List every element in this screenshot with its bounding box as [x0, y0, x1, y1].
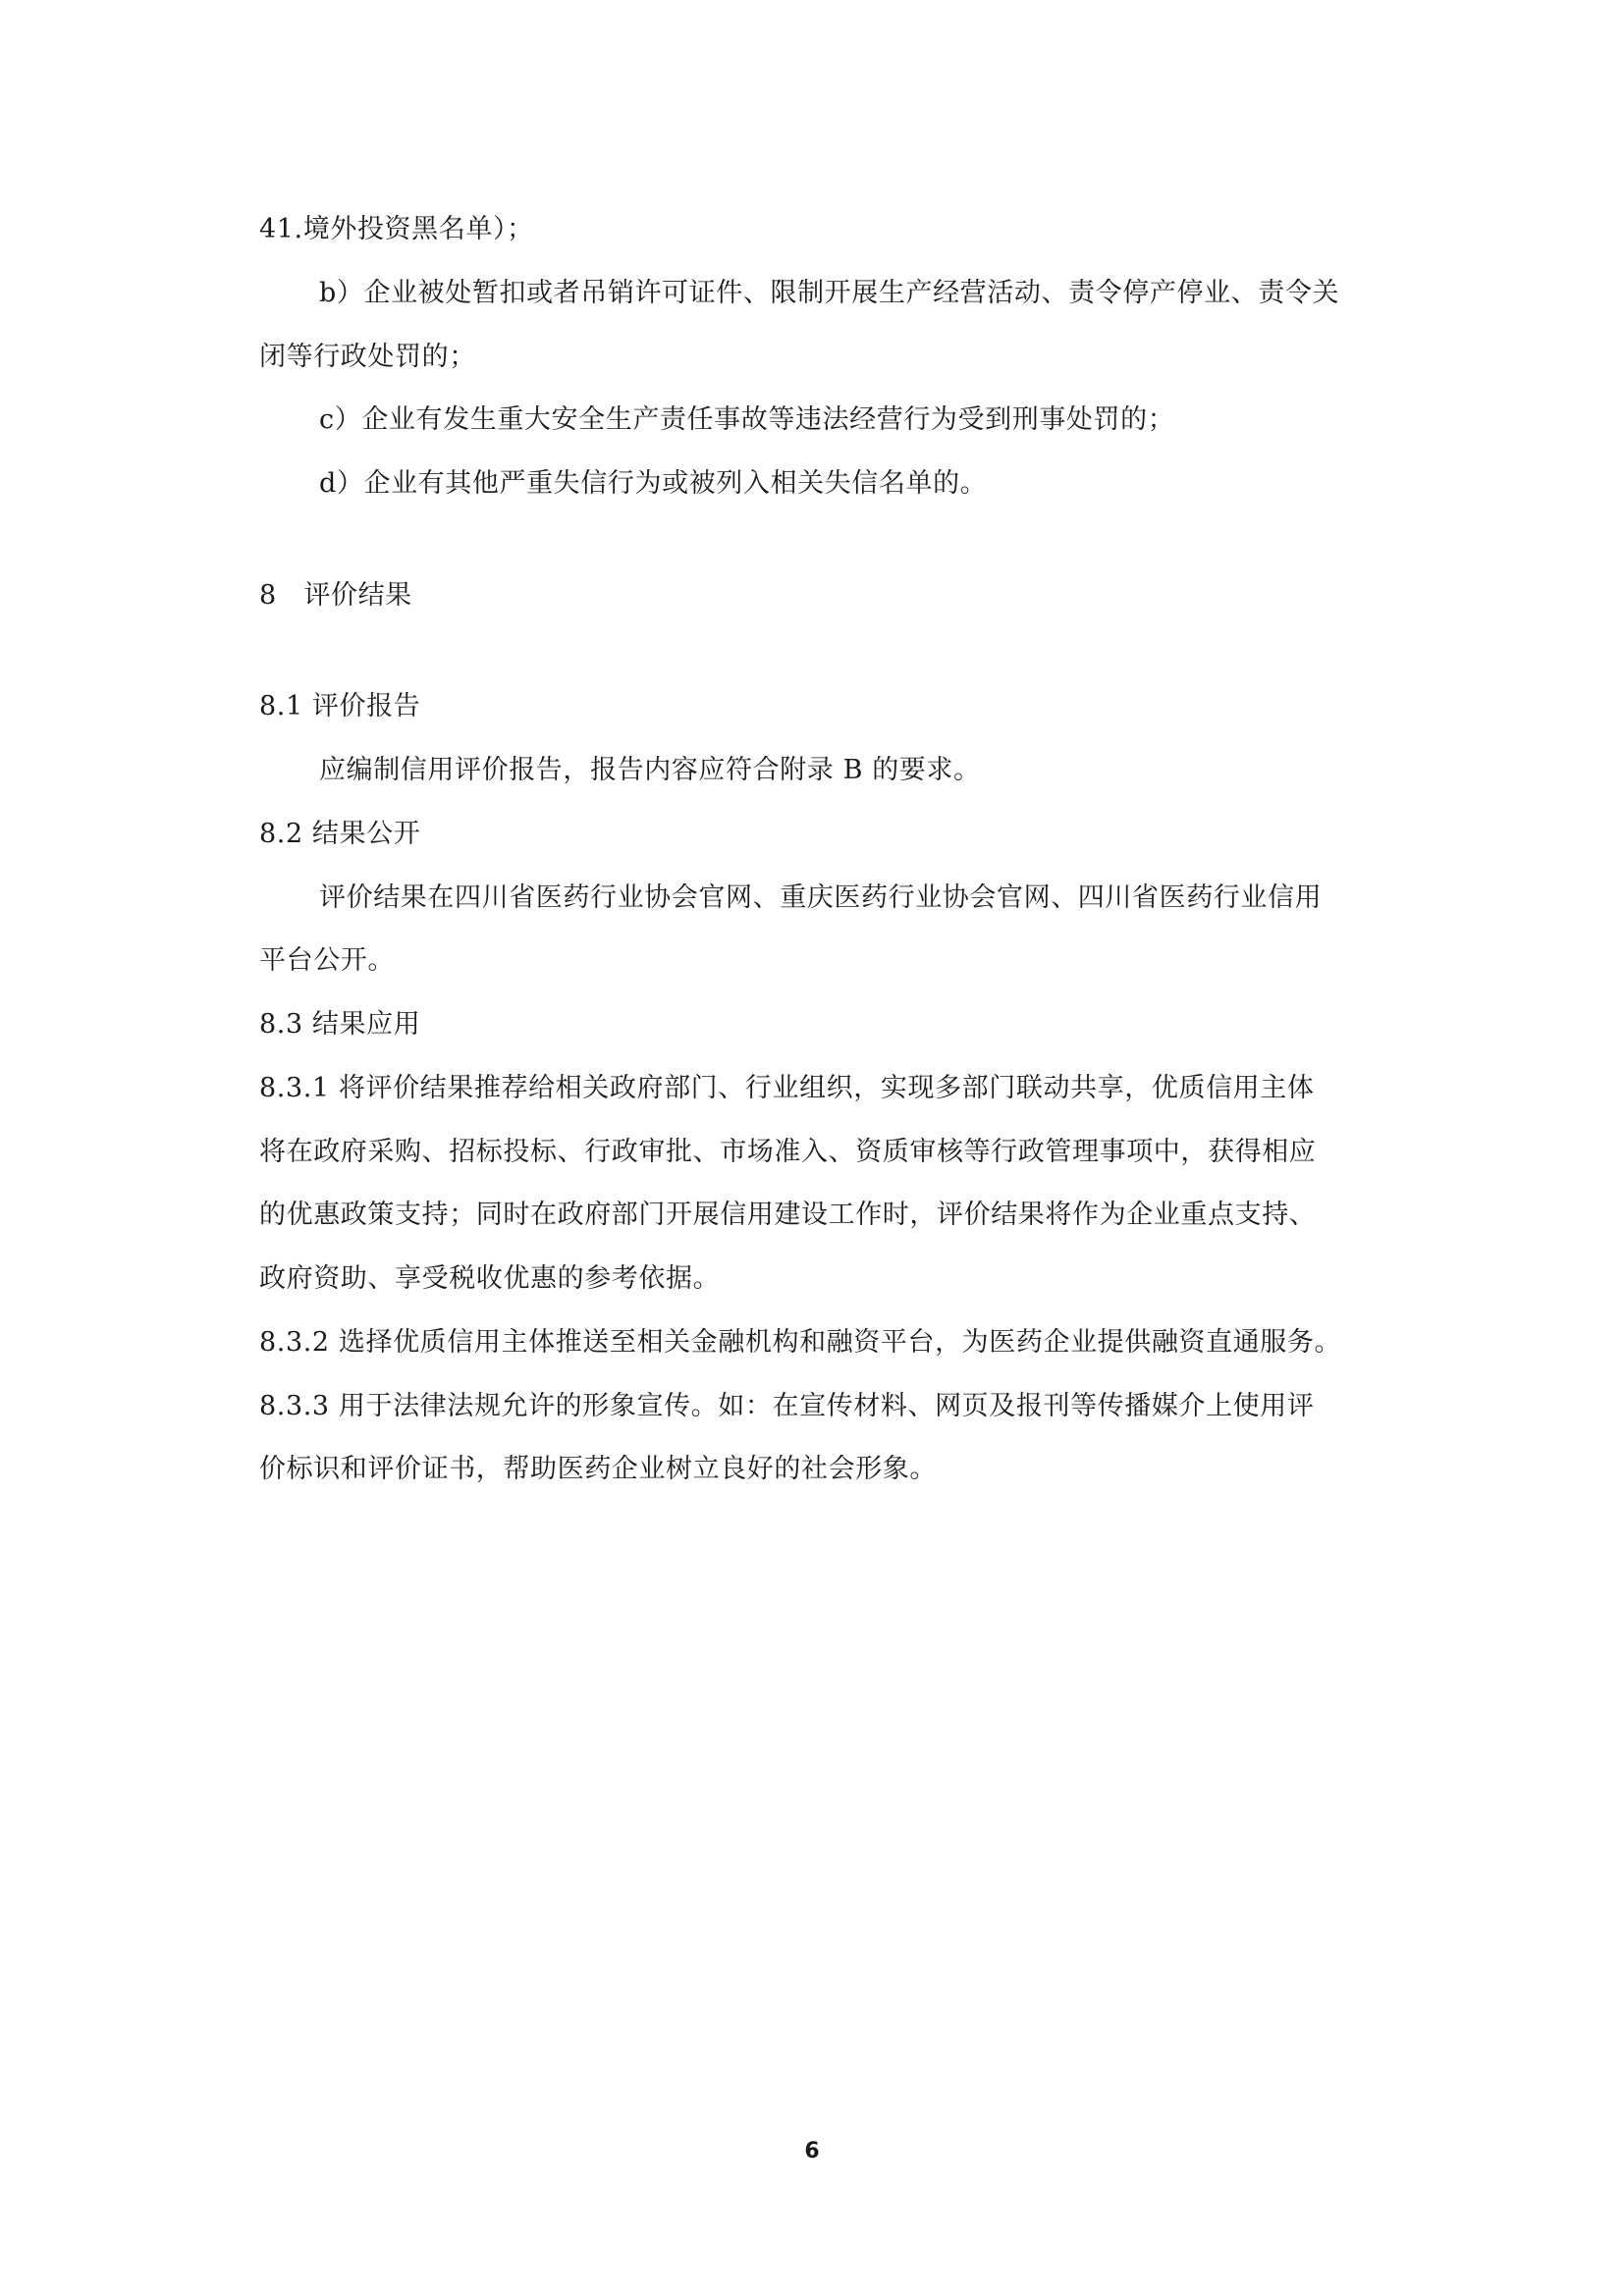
list-item-d: d）企业有其他严重失信行为或被列入相关失信名单的。 — [319, 468, 988, 499]
list-item-c: c）企业有发生重大安全生产责任事故等违法经营行为受到刑事处罚的； — [319, 404, 1175, 435]
clause-8-3-1: 8.3.1 将评价结果推荐给相关政府部门、行业组织，实现多部门联动共享，优质信用主体 — [259, 1073, 1315, 1103]
list-item-b-continuation: 闭等行政处罚的； — [259, 342, 476, 372]
subsection-heading-8-1: 8.1 评价报告 — [259, 691, 421, 721]
clause-8-3-1-line-3: 的优惠政策支持；同时在政府部门开展信用建设工作时，评价结果将作为企业重点支持、 — [259, 1200, 1317, 1230]
subsection-heading-8-3: 8.3 结果应用 — [259, 1009, 421, 1040]
section-heading-8: 8 评价结果 — [259, 580, 412, 611]
subsection-heading-8-2: 8.2 结果公开 — [259, 819, 421, 849]
clause-8-3-3: 8.3.3 用于法律法规允许的形象宣传。如：在宣传材料、网页及报刊等传播媒介上使用评 — [259, 1391, 1315, 1421]
list-item-continuation: 41.境外投资黑名单）； — [259, 214, 534, 244]
clause-8-3-3-line-2: 价标识和评价证书，帮助医药企业树立良好的社会形象。 — [259, 1454, 937, 1484]
clause-8-3-1-line-2: 将在政府采购、招标投标、行政审批、市场准入、资质审核等行政管理事项中，获得相应 — [259, 1137, 1317, 1167]
paragraph-8-2: 评价结果在四川省医药行业协会官网、重庆医药行业协会官网、四川省医药行业信用 — [319, 882, 1323, 913]
paragraph-8-1: 应编制信用评价报告，报告内容应符合附录 B 的要求。 — [319, 755, 981, 785]
clause-8-3-2: 8.3.2 选择优质信用主体推送至相关金融机构和融资平台，为医药企业提供融资直通服务。 — [259, 1327, 1342, 1358]
list-item-b: b）企业被处暂扣或者吊销许可证件、限制开展生产经营活动、责令停产停业、责令关 — [319, 278, 1340, 308]
paragraph-8-2-continuation: 平台公开。 — [259, 945, 395, 976]
clause-8-3-1-line-4: 政府资助、享受税收优惠的参考依据。 — [259, 1263, 721, 1294]
page-number: 6 — [804, 2139, 820, 2163]
